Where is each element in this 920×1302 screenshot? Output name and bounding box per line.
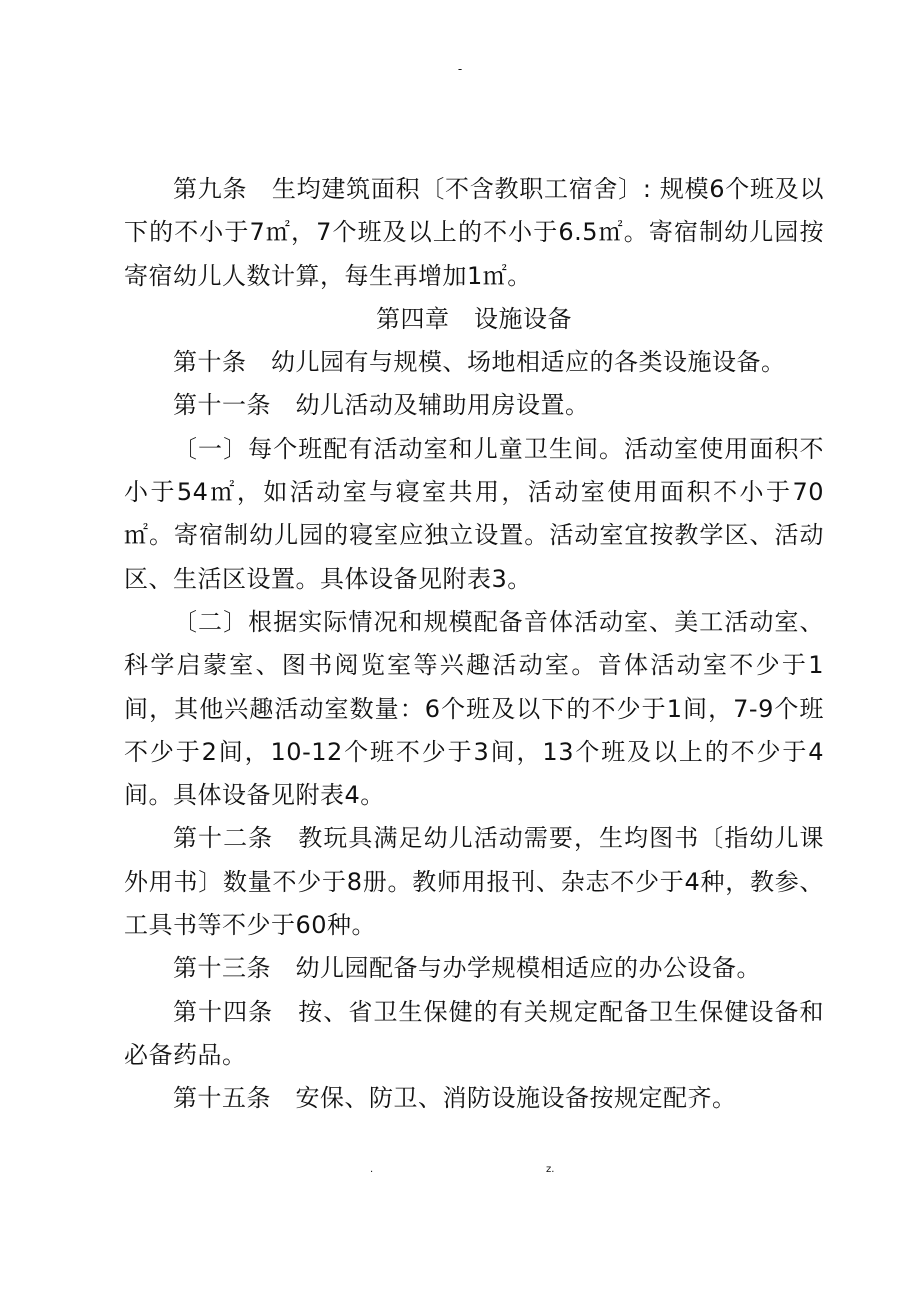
header-mark: -: [457, 62, 463, 76]
article-13: 第十三条 幼儿园配备与办学规模相适应的办公设备。: [173, 954, 761, 983]
article-14: 第十四条 按、省卫生保健的有关规定配备卫生保健设备和必备药品。: [124, 997, 824, 1069]
article-11-item-2: 〔二〕根据实际情况和规模配备音体活动室、美工活动室、科学启蒙室、图书阅览室等兴趣活动室。音体活动室不少于1间，其他兴趣活动室数量：6个班及以下的不少于1间，7-9个班不少于2间，10-12个班不少于3间，13个班及以上的不少于4间。具体设备见附表4。: [124, 607, 824, 810]
article-15: 第十五条 安保、防卫、消防设施设备按规定配齐。: [173, 1084, 737, 1113]
footer-right-mark: z.: [546, 1164, 555, 1175]
article-9: 第九条 生均建筑面积〔不含教职工宿舍〕: 规模6个班及以下的不小于7㎡，7个班及以上的不小于6.5㎡。寄宿制幼儿园按寄宿幼儿人数计算，每生再增加1㎡。: [124, 175, 824, 290]
chapter-4-heading: 第四章 设施设备: [376, 304, 572, 333]
article-11: 第十一条 幼儿活动及辅助用房设置。: [173, 391, 590, 420]
article-12: 第十二条 教玩具满足幼儿活动需要，生均图书〔指幼儿课外用书〕数量不少于8册。教师用报刊、杂志不少于4种，教参、工具书等不少于60种。: [124, 824, 824, 940]
article-11-item-1: 〔一〕每个班配有活动室和儿童卫生间。活动室使用面积不小于54㎡，如活动室与寝室共用，活动室使用面积不小于70㎡。寄宿制幼儿园的寝室应独立设置。活动室宜按教学区、活动区、生活区设置。具体设备见附表3。: [124, 434, 824, 593]
article-10: 第十条 幼儿园有与规模、场地相适应的各类设施设备。: [173, 348, 786, 377]
document-body: [124, 168, 824, 1121]
footer-left-mark: .: [370, 1164, 374, 1175]
